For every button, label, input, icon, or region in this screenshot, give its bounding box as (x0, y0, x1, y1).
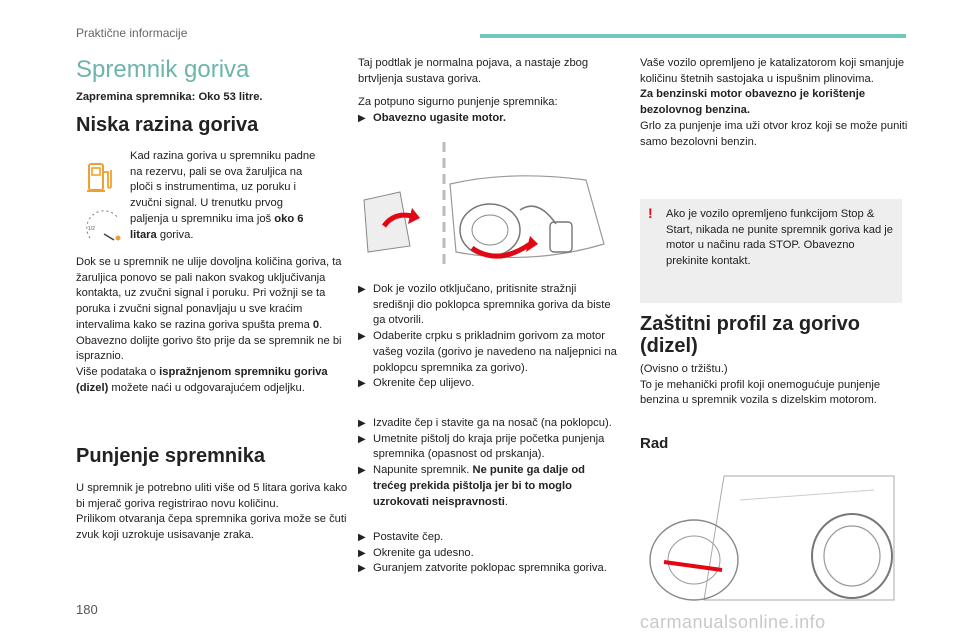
intro-b: Za potpuno sigurno punjenje spremnika: (358, 96, 558, 109)
low-fuel-text-c: goriva. (156, 228, 194, 241)
column-1 (76, 90, 348, 106)
cat-c: Grlo za punjenje ima uži otvor kroz koji se može puniti samo bezolovni benzin. (640, 119, 908, 148)
step-pump-text: Odaberite crpku s prikladnim gorivom za motor vašeg vozila (gorivo je navedeno na naljepnici na poklopcu spremnika za gorivo). (373, 330, 617, 374)
bullet-engine: ▶ Obavezno ugasite motor. (358, 112, 507, 125)
step-open-text: Dok je vozilo otključano, pritisnite stražnji središnji dio poklopca spremnika goriva da biste ga otvorili. (373, 283, 611, 327)
profile-b: To je mehanički profil koji onemogućuje punjenje benzina u spremnik vozila s dizelskim motorom. (640, 378, 881, 407)
section-header: Praktične informacije (76, 26, 188, 40)
step-remove-cap-text: Izvadite čep i stavite ga na nosač (na poklopcu). (373, 417, 612, 429)
step-insert: ▶ Umetnite pištolj do kraja prije početka punjenja spremnika (opasnost od prskanja). (358, 432, 605, 461)
fill-text-a: U spremnik je potrebno uliti više od 5 litara goriva kako bi mjerač goriva registrirao novu količinu. (76, 482, 348, 510)
low-fuel-text-a: Kad razina goriva u spremniku padne na rezervu, pali se ova žaruljica na ploči s instrumentima, uz poruku i zvučni signal. U trenutku prvog paljenja u spremniku ima još (130, 150, 316, 225)
step-place-cap: ▶ Postavite čep. (358, 531, 444, 543)
step-pump: ▶ Odaberite crpku s prikladnim gorivom za motor vašeg vozila (gorivo je navedeno na naljepnici na poklopcu spremnika za gorivo). (358, 330, 617, 374)
column-2-intro (358, 56, 618, 127)
fuel-gauge-icon (84, 204, 124, 244)
para-c2: ispražnjenom spremniku goriva (dizel) (76, 365, 328, 394)
profile-text (640, 362, 908, 409)
steps-list-2 (358, 416, 618, 510)
step-fill: ▶ Napunite spremnik. Ne punite ga dalje od trećeg prekida pištolja jer bi to moglo uzrokovati neispravnosti. (358, 464, 586, 508)
para-a: Dok se u spremnik ne ulije dovoljna količina goriva, ta žaruljica ponovo se pali nakon svakog uključivanja kontakta, uz zvučni signal i poruku. Pri vožnji se ta poruka i zvučni signal ponavljaju u sve kraćim intervalima kako se razina goriva spušta prema (76, 256, 342, 331)
low-fuel-heading: Niska razina goriva (76, 114, 259, 136)
bullet-engine-text: Obavezno ugasite motor. (373, 112, 507, 125)
capacity-text: Zapremina spremnika: Oko 53 litre. (76, 91, 263, 103)
warning-note-text: Ako je vozilo opremljeno funkcijom Stop & Start, nikada ne punite spremnik goriva kad je motor u načinu rada STOP. Obavezno prekinite kontakt. (666, 208, 893, 268)
fill-text-b: Prilikom otvaranja čepa spremnika goriva može se čuti zvuk koji uzrokuje usisavanje zraka. (76, 513, 347, 542)
svg-text:1/2: 1/2 (88, 226, 95, 232)
fuel-pump-icon (86, 160, 116, 196)
steps-list-1 (358, 282, 618, 392)
step-close-text: Guranjem zatvorite poklopac spremnika goriva. (373, 562, 607, 575)
fuel-flap-illustration (360, 140, 618, 270)
step-insert-text: Umetnite pištolj do kraja prije početka punjenja spremnika (opasnost od prskanja). (373, 432, 605, 461)
step-turn-right: ▶ Okrenite ga udesno. (358, 546, 474, 559)
para-c1: Više podataka o (76, 365, 160, 378)
diesel-profile-illustration (644, 470, 906, 610)
fill-heading: Punjenje spremnika (76, 445, 265, 467)
step-remove-cap: ▶ Izvadite čep i stavite ga na nosač (na poklopcu). (358, 417, 612, 429)
para-b: Obavezno dolijte gorivo što prije da se spremnik ne bi ispraznio. (76, 334, 342, 363)
para-c3: možete naći u odgovarajućem odjeljku. (108, 381, 305, 394)
steps-list-3 (358, 530, 618, 577)
profile-heading: Zaštitni profil za gorivo (dizel) (640, 313, 861, 357)
fill-section (76, 445, 348, 467)
step-turn-left: ▶ Okrenite čep ulijevo. (358, 377, 475, 390)
step-open: ▶ Dok je vozilo otključano, pritisnite stražnji središnji dio poklopca spremnika goriva da biste ga otvorili. (358, 283, 611, 327)
fill-text (76, 481, 348, 544)
page-number: 180 (76, 602, 98, 617)
watermark: carmanualsonline.info (640, 612, 826, 632)
rad-heading: Rad (640, 435, 669, 452)
profile-section (640, 313, 880, 357)
para-zero: 0 (312, 318, 320, 331)
cat-b: Za benzinski motor obavezno je korištenje bezolovnog benzina. (640, 88, 866, 117)
step-place-cap-text: Postavite čep. (373, 531, 444, 543)
intro-a: Taj podtlak je normalna pojava, a nastaje zbog brtvljenja sustava goriva. (358, 57, 589, 85)
step-close: ▶ Guranjem zatvorite poklopac spremnika goriva. (358, 562, 607, 575)
step-turn-right-text: Okrenite ga udesno. (373, 546, 474, 559)
warning-note (640, 199, 902, 303)
profile-a: (Ovisno o tržištu.) (640, 363, 728, 375)
low-fuel-text (130, 149, 320, 243)
step-fill-b: Ne punite ga dalje od trećeg prekida pištolja jer bi to moglo uzrokovati neispravnosti (373, 464, 586, 508)
step-turn-left-text: Okrenite čep ulijevo. (373, 377, 475, 390)
column-1-low (76, 114, 348, 136)
header-rule (480, 34, 906, 38)
warning-icon: ! (648, 205, 653, 221)
catalyst-text (640, 56, 908, 150)
page-title: Spremnik goriva (76, 56, 250, 83)
cat-a: Vaše vozilo opremljeno je katalizatorom koji smanjuje količinu štetnih sastojaka u ispušnim plinovima. (640, 57, 905, 85)
low-fuel-para: Dok se u spremnik ne ulije dovoljna količina goriva, ta žaruljica ponovo se pali nakon svakog uključivanja kontakta, uz zvučni signal i poruku. Pri vožnji se ta poruka i zvučni signal ponavljaju u sve kraćim intervalima kako se razina goriva spušta prema 0. Obavezno dolijte gorivo što prije da se spremnik ne bi ispraznio. Više podataka o ispražnjenom spremniku goriva (dizel) možete naći u odgovarajućem odjeljku. (76, 255, 348, 396)
rad-section (640, 436, 908, 452)
step-fill-a: Napunite spremnik. (373, 464, 473, 477)
low-fuel-reserve: oko 6 litara (130, 212, 304, 241)
